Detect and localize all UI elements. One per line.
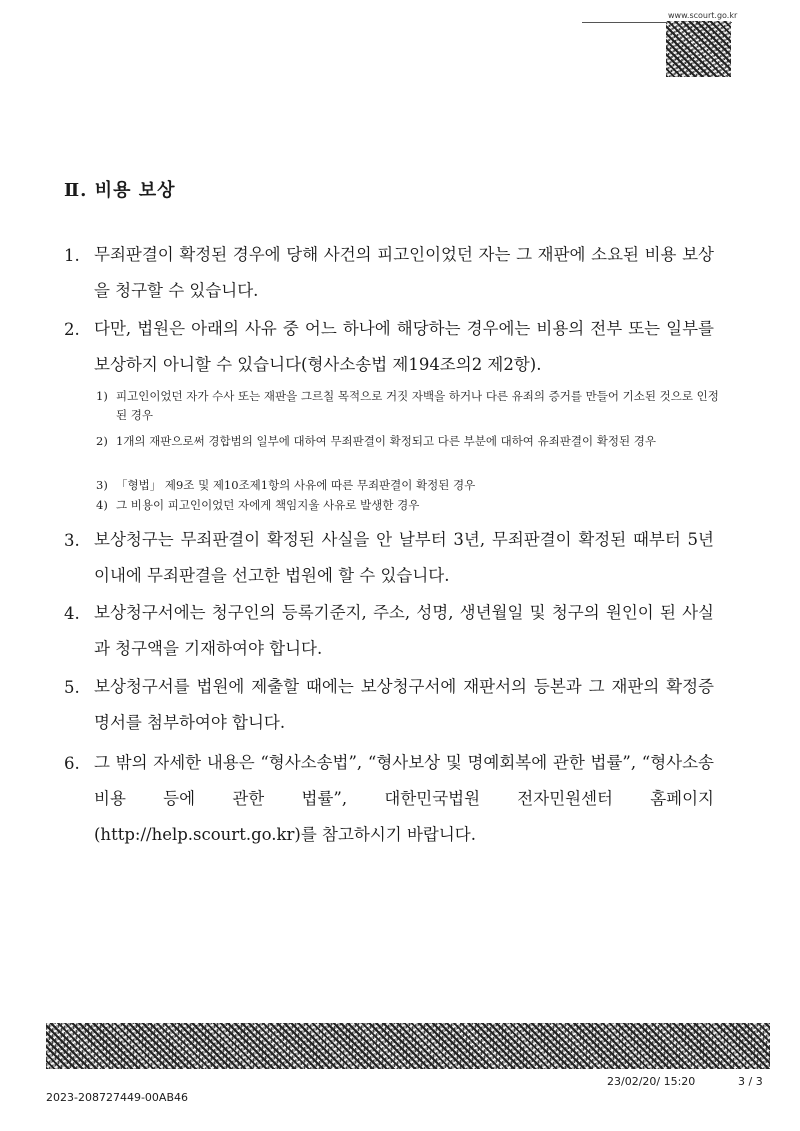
qr-code <box>666 21 731 77</box>
item-number: 5. <box>64 678 80 697</box>
subitem-text: 1개의 재판으로써 경합범의 일부에 대하여 무죄판결이 확정되고 다른 부분에 대하여 유죄판결이 확정된 경우 <box>116 434 656 448</box>
item-text: 보상청구서를 법원에 제출할 때에는 보상청구서에 재판서의 등본과 그 재판의 확정증명서를 첨부하여야 합니다. <box>94 677 714 732</box>
subitem-number: 4) <box>96 498 108 512</box>
item-number: 3. <box>64 531 80 550</box>
item-text: 그 밖의 자세한 내용은 “형사소송법”, “형사보상 및 명예회복에 관한 법률”, “형사소송비용 등에 관한 법률”, 대한민국법원 전자민원센터 홈페이지(http://help.scourt.go.kr)를 참고하시기 바랍니다. <box>94 753 714 844</box>
item-text: 다만, 법원은 아래의 사유 중 어느 하나에 해당하는 경우에는 비용의 전부 또는 일부를 보상하지 아니할 수 있습니다(형사소송법 제194조의2 제2항). <box>94 319 714 374</box>
footer-document-id: 2023-208727449-00AB46 <box>46 1091 188 1104</box>
subitem-text: 피고인이었던 자가 수사 또는 재판을 그르칠 목적으로 거짓 자백을 하거나 다른 유죄의 증거를 만들어 기소된 것으로 인정된 경우 <box>116 389 719 422</box>
footer-date: 23/02/20/ 15:20 <box>607 1075 696 1088</box>
subitem-text: 그 비용이 피고인이었던 자에게 책임지울 사유로 발생한 경우 <box>116 498 420 512</box>
item-number: 1. <box>64 246 80 265</box>
header-url: www.scourt.go.kr <box>668 11 738 20</box>
footer-barcode-band <box>46 1023 770 1069</box>
subitem-number: 3) <box>96 478 108 492</box>
item-number: 4. <box>64 604 80 623</box>
footer-page-number: 3 / 3 <box>738 1075 763 1088</box>
subitem-number: 2) <box>96 434 108 448</box>
item-number: 2. <box>64 320 80 339</box>
item-text: 보상청구는 무죄판결이 확정된 사실을 안 날부터 3년, 무죄판결이 확정된 때부터 5년 이내에 무죄판결을 선고한 법원에 할 수 있습니다. <box>94 530 714 585</box>
item-text: 보상청구서에는 청구인의 등록기준지, 주소, 성명, 생년월일 및 청구의 원인이 된 사실과 청구액을 기재하여야 합니다. <box>94 603 714 658</box>
subitem-text: 「형법」 제9조 및 제10조제1항의 사유에 따른 무죄판결이 확정된 경우 <box>116 478 476 492</box>
item-text: 무죄판결이 확정된 경우에 당해 사건의 피고인이었던 자는 그 재판에 소요된 비용 보상을 청구할 수 있습니다. <box>94 245 714 300</box>
item-number: 6. <box>64 754 80 773</box>
subitem-number: 1) <box>96 389 108 403</box>
section-title: Ⅱ. 비용 보상 <box>64 180 176 201</box>
